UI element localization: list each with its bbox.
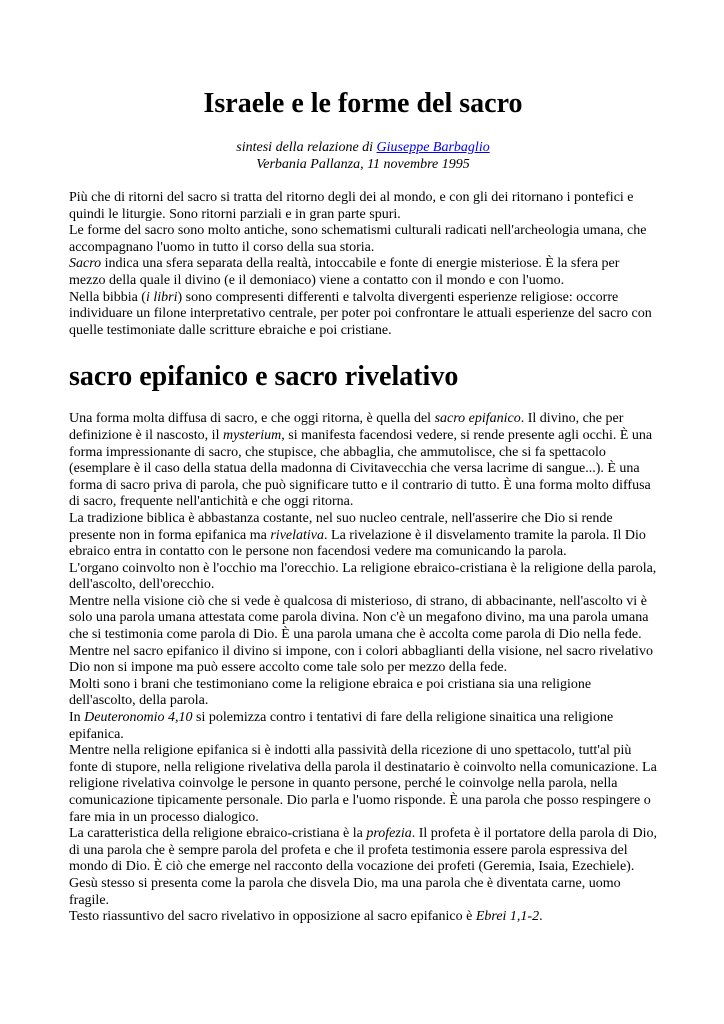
document-title: Israele e le forme del sacro: [203, 88, 523, 119]
section-paragraph-1: Una forma molta diffusa di sacro, e che oggi ritorna, è quella del sacro epifanico. Il divino, che per definizione è il nascosto, il mysterium, si manifesta facendosi vedere, si rende presente agli occhi. È una forma impressionante di sacro, che stupisce, che abbaglia, che ammutolisce, che si fa spettacolo (esemplare è il caso della statua della madonna di Civitavecchia che versa lacrime di sangue...). È una forma di sacro priva di parola, che può significare tutto e il contrario di tutto. È una forma molto diffusa di sacro, frequente nell'antichità e che oggi ritorna.: [69, 411, 653, 510]
section-paragraph-8: Mentre nella religione epifanica si è indotti alla passività della ricezione di uno spettacolo, tutt'al più fonte di stupore, nella religione rivelativa della parola il destinatario è coinvolto nella comunicazione. La religione rivelativa coinvolge le persone in quanto persone, perché le coinvolge nella parola, nella comunicazione tipicamente personale. Dio parla e l'uomo risponde. È una parola che posso respingere o fare mia in un processo dialogico.: [69, 743, 657, 825]
section-paragraph-6: Molti sono i brani che testimoniano come la religione ebraica e poi cristiana sia una religione dell'ascolto, della parola.: [69, 676, 592, 709]
author-link[interactable]: Giuseppe Barbaglio: [376, 140, 490, 155]
intro-paragraph-2: Le forme del sacro sono molto antiche, sono schematismi culturali radicati nell'archeologia umana, che accompagnano l'uomo in tutto il corso della sua storia.: [69, 223, 647, 255]
intro-paragraph-1: Più che di ritorni del sacro si tratta del ritorno degli dei al mondo, e con gli dei ritornano i pontefici e quindi le liturgie. Sono ritorni parziali e in gran parte spuri.: [69, 190, 634, 222]
section-paragraph-3: L'organo coinvolto non è l'occhio ma l'orecchio. La religione ebraico-cristiana è la religione della parola, dell'ascolto, dell'orecchio.: [69, 560, 657, 593]
section-paragraph-7: In Deuteronomio 4,10 si polemizza contro i tentativi di fare della religione sinaitica una religione epifanica.: [69, 710, 614, 742]
document-page: [69, 86, 657, 926]
section-paragraph-5: Mentre nel sacro epifanico il divino si impone, con i colori abbaglianti della visione, nel sacro rivelativo Dio non si impone ma può essere accolto come tale solo per mezzo della fede.: [69, 643, 653, 676]
subtitle-line-place-date: Verbania Pallanza, 11 novembre 1995: [256, 157, 470, 172]
emphasis: rivelativa: [270, 527, 325, 543]
emphasis: Sacro: [69, 256, 102, 272]
section-paragraph-9: La caratteristica della religione ebraico-cristiana è la profezia. Il profeta è il portatore della parola di Dio, di una parola che è sempre parola del profeta e che il profeta testimonia essere parola espressiva del mondo di Dio. È ciò che emerge nel racconto della vocazione dei profeti (Geremia, Isaia, Ezechiele). Gesù stesso si presenta come la parola che disvela Dio, ma una parola che è diventata carne, uomo fragile.: [69, 826, 658, 908]
section-heading: sacro epifanico e sacro rivelativo: [69, 361, 459, 393]
emphasis: profezia: [366, 826, 412, 842]
section-paragraph-4: Mentre nella visione ciò che si vede è qualcosa di misterioso, di strano, di abbacinante, nell'ascolto vi è solo una parola umana attestata come parola divina. Non c'è un megafono divino, ma una parola umana che si testimonia come parola di Dio. È una parola umana che è accolta come parola di Dio nella fede.: [69, 593, 649, 643]
emphasis: sacro epifanico: [434, 411, 521, 427]
intro-paragraph-3: Sacro indica una sfera separata della realtà, intoccabile e fonte di energie misteriose. È la sfera per mezzo della quale il divino (e il demoniaco) viene a contatto con il mondo e con l'uomo.: [69, 256, 620, 288]
emphasis: Deuteronomio 4,10: [84, 710, 193, 726]
intro-text: [69, 190, 657, 339]
subtitle-prefix: sintesi della relazione di: [236, 140, 377, 155]
emphasis: mysterium: [222, 427, 282, 443]
section-paragraph-2: La tradizione biblica è abbastanza costante, nel suo nucleo centrale, nell'asserire che Dio si rende presente non in forma epifanica ma rivelativa. La rivelazione è il disvelamento tramite la parola. Il Dio ebraico entra in contatto con le persone non facendosi vedere ma comunicando la parola.: [69, 510, 646, 560]
emphasis: Ebrei 1,1-2: [475, 909, 540, 925]
document-subtitle: [69, 139, 657, 173]
intro-paragraph-4: Nella bibbia (i libri) sono compresenti differenti e talvolta divergenti esperienze religiose: occorre individuare un filone interpretativo centrale, per poter poi confrontare le attuali esperienze del sacro con quelle testimoniate dalle scritture ebraiche e poi cristiane.: [69, 289, 652, 338]
section-text: [69, 411, 657, 925]
section-paragraph-10: Testo riassuntivo del sacro rivelativo in opposizione al sacro epifanico è Ebrei 1,1-2.: [69, 909, 543, 925]
emphasis: i libri: [145, 289, 178, 305]
subtitle-line-author: [69, 139, 657, 156]
